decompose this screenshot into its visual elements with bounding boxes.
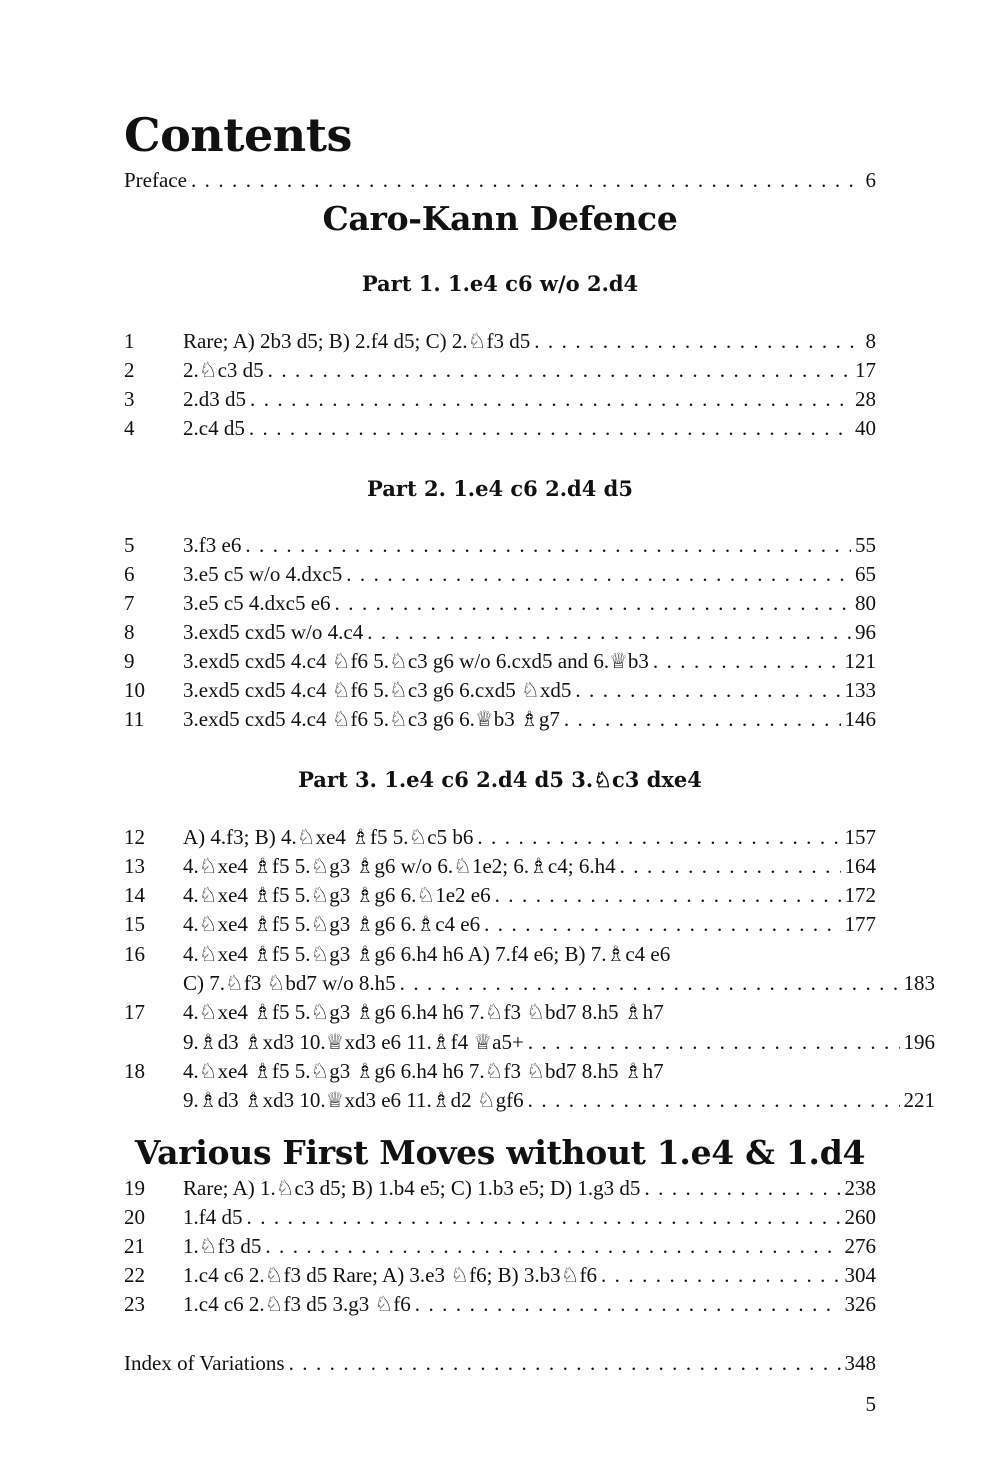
- chapter-title: 4.♘xe4 ♗f5 5.♘g3 ♗g6 6.♗c4 e6: [183, 912, 481, 936]
- chapter-number: 2: [124, 358, 135, 382]
- chapter-page: 164: [844, 854, 876, 878]
- chapter-title: 4.♘xe4 ♗f5 5.♘g3 ♗g6 6.♘1e2 e6: [183, 883, 491, 907]
- leader-dots: [245, 531, 851, 560]
- chapter-title: 3.exd5 cxd5 w/o 4.c4: [183, 620, 364, 644]
- chapter-title: 3.f3 e6: [183, 533, 242, 557]
- entry-label: Preface: [124, 168, 187, 192]
- chapter-title: 1.c4 c6 2.♘f3 d5 Rare; A) 3.e3 ♘f6; B) 3.b3♘f6: [183, 1263, 597, 1287]
- chapter-page: 196: [903, 1030, 935, 1054]
- leader-dots: [367, 618, 851, 647]
- chapter-number: 21: [124, 1234, 145, 1258]
- chapter-page: 172: [844, 883, 876, 907]
- leader-dots: [335, 589, 851, 618]
- chapter-page: 221: [903, 1088, 935, 1112]
- page-title: Contents: [124, 108, 352, 162]
- toc-entry-continuation[interactable]: [124, 1086, 935, 1115]
- chapter-page: 260: [844, 1205, 876, 1229]
- toc-entry[interactable]: [124, 705, 876, 734]
- toc-entry[interactable]: [124, 998, 876, 1027]
- part-heading: Part 1. 1.e4 c6 w/o 2.d4: [361, 271, 639, 296]
- chapter-number: 3: [124, 387, 135, 411]
- chapter-page: 28: [855, 387, 876, 411]
- leader-dots: [644, 1174, 840, 1203]
- toc-entry[interactable]: [124, 589, 876, 618]
- chapter-title-continued: C) 7.♘f3 ♘bd7 w/o 8.h5: [183, 971, 396, 995]
- chapter-page: 177: [844, 912, 876, 936]
- chapter-title: 3.e5 c5 w/o 4.dxc5: [183, 562, 343, 586]
- chapter-page: 157: [844, 825, 876, 849]
- chapter-page: 80: [855, 591, 876, 615]
- chapter-number: 9: [124, 649, 135, 673]
- chapter-number: 15: [124, 912, 145, 936]
- chapter-number: 17: [124, 1000, 145, 1024]
- chapter-number: 1: [124, 329, 135, 353]
- chapter-page: 133: [844, 678, 876, 702]
- toc-entry[interactable]: [124, 852, 876, 881]
- entry-label: Index of Variations: [124, 1351, 285, 1375]
- toc-entry[interactable]: [124, 1261, 876, 1290]
- toc-entry-index[interactable]: [124, 1349, 876, 1378]
- leader-dots: [477, 823, 840, 852]
- toc-entry[interactable]: [124, 531, 876, 560]
- chapter-title: 1.c4 c6 2.♘f3 d5 3.g3 ♘f6: [183, 1292, 411, 1316]
- toc-entry[interactable]: [124, 356, 876, 385]
- chapter-number: 18: [124, 1059, 145, 1083]
- chapter-number: 7: [124, 591, 135, 615]
- toc-entry[interactable]: [124, 1057, 876, 1086]
- toc-entry[interactable]: [124, 676, 876, 705]
- leader-dots: [415, 1290, 841, 1319]
- toc-entry[interactable]: [124, 327, 876, 356]
- page-number: 5: [865, 1392, 876, 1416]
- leader-dots: [528, 1028, 900, 1057]
- toc-entry[interactable]: [124, 910, 876, 939]
- chapter-number: 13: [124, 854, 145, 878]
- chapter-number: 14: [124, 883, 145, 907]
- chapter-title: 4.♘xe4 ♗f5 5.♘g3 ♗g6 6.h4 h6 7.♘f3 ♘bd7 8.h5 ♗h7: [183, 1000, 664, 1024]
- chapter-number: 16: [124, 942, 145, 966]
- chapter-title: 1.♘f3 d5: [183, 1234, 262, 1258]
- leader-dots: [265, 1232, 840, 1261]
- chapter-number: 22: [124, 1263, 145, 1287]
- chapter-number: 11: [124, 707, 145, 731]
- chapter-title: 2.d3 d5: [183, 387, 246, 411]
- chapter-page: 121: [844, 649, 876, 673]
- toc-entry[interactable]: [124, 1290, 876, 1319]
- chapter-page: 146: [844, 707, 876, 731]
- part-heading: Part 2. 1.e4 c6 2.d4 d5: [367, 476, 633, 501]
- toc-entry-preface[interactable]: [124, 166, 876, 195]
- chapter-page: 183: [903, 971, 935, 995]
- chapter-page: 40: [855, 416, 876, 440]
- section-heading-various: Various First Moves without 1.e4 & 1.d4: [134, 1133, 866, 1172]
- chapter-page: 326: [844, 1292, 876, 1316]
- chapter-page: 96: [855, 620, 876, 644]
- chapter-page: 276: [844, 1234, 876, 1258]
- toc-entry[interactable]: [124, 1203, 876, 1232]
- leader-dots: [247, 1203, 841, 1232]
- leader-dots: [620, 852, 841, 881]
- leader-dots: [400, 969, 900, 998]
- toc-entry[interactable]: [124, 1232, 876, 1261]
- chapter-number: 23: [124, 1292, 145, 1316]
- chapter-page: 238: [844, 1176, 876, 1200]
- toc-entry[interactable]: [124, 1174, 876, 1203]
- chapter-number: 10: [124, 678, 145, 702]
- toc-entry[interactable]: [124, 560, 876, 589]
- chapter-number: 20: [124, 1205, 145, 1229]
- leader-dots: [564, 705, 841, 734]
- leader-dots: [191, 166, 862, 195]
- chapter-number: 8: [124, 620, 135, 644]
- toc-entry-continuation[interactable]: [124, 969, 935, 998]
- chapter-title: 1.f4 d5: [183, 1205, 243, 1229]
- chapter-number: 6: [124, 562, 135, 586]
- chapter-number: 12: [124, 825, 145, 849]
- leader-dots: [289, 1349, 841, 1378]
- chapter-title-continued: 9.♗d3 ♗xd3 10.♕xd3 e6 11.♗f4 ♕a5+: [183, 1030, 524, 1054]
- entry-page: 6: [865, 168, 876, 192]
- chapter-title: 3.e5 c5 4.dxc5 e6: [183, 591, 331, 615]
- chapter-title-continued: 9.♗d3 ♗xd3 10.♕xd3 e6 11.♗d2 ♘gf6: [183, 1088, 524, 1112]
- chapter-title: Rare; A) 2b3 d5; B) 2.f4 d5; C) 2.♘f3 d5: [183, 329, 531, 353]
- section-heading-caro-kann: Caro-Kann Defence: [322, 199, 678, 238]
- chapter-title: 4.♘xe4 ♗f5 5.♘g3 ♗g6 6.h4 h6 A) 7.f4 e6; B) 7.♗c4 e6: [183, 942, 671, 966]
- leader-dots: [601, 1261, 841, 1290]
- chapter-number: 19: [124, 1176, 145, 1200]
- chapter-title: 3.exd5 cxd5 4.c4 ♘f6 5.♘c3 g6 w/o 6.cxd5 and 6.♕b3: [183, 649, 649, 673]
- toc-entry[interactable]: [124, 823, 876, 852]
- chapter-title: 2.♘c3 d5: [183, 358, 264, 382]
- leader-dots: [653, 647, 841, 676]
- chapter-title: 3.exd5 cxd5 4.c4 ♘f6 5.♘c3 g6 6.cxd5 ♘xd5: [183, 678, 572, 702]
- chapter-title: Rare; A) 1.♘c3 d5; B) 1.b4 e5; C) 1.b3 e5; D) 1.g3 d5: [183, 1176, 641, 1200]
- toc-entry[interactable]: [124, 385, 876, 414]
- toc-entry[interactable]: [124, 414, 876, 443]
- toc-entry-continuation[interactable]: [124, 1028, 935, 1057]
- leader-dots: [495, 881, 841, 910]
- leader-dots: [534, 327, 861, 356]
- toc-entry[interactable]: [124, 618, 876, 647]
- toc-entry[interactable]: [124, 881, 876, 910]
- chapter-page: 55: [855, 533, 876, 557]
- chapter-page: 8: [865, 329, 876, 353]
- chapter-page: 17: [855, 358, 876, 382]
- leader-dots: [528, 1086, 900, 1115]
- leader-dots: [268, 356, 851, 385]
- part-heading: Part 3. 1.e4 c6 2.d4 d5 3.♘c3 dxe4: [298, 767, 702, 792]
- toc-entry[interactable]: [124, 647, 876, 676]
- chapter-number: 4: [124, 416, 135, 440]
- chapter-title: 4.♘xe4 ♗f5 5.♘g3 ♗g6 w/o 6.♘1e2; 6.♗c4; 6.h4: [183, 854, 616, 878]
- leader-dots: [575, 676, 840, 705]
- chapter-title: 3.exd5 cxd5 4.c4 ♘f6 5.♘c3 g6 6.♕b3 ♗g7: [183, 707, 560, 731]
- toc-entry[interactable]: [124, 940, 876, 969]
- leader-dots: [250, 385, 851, 414]
- leader-dots: [484, 910, 840, 939]
- chapter-title: 4.♘xe4 ♗f5 5.♘g3 ♗g6 6.h4 h6 7.♘f3 ♘bd7 8.h5 ♗h7: [183, 1059, 664, 1083]
- leader-dots: [249, 414, 851, 443]
- chapter-number: 5: [124, 533, 135, 557]
- chapter-page: 304: [844, 1263, 876, 1287]
- chapter-page: 65: [855, 562, 876, 586]
- chapter-title: A) 4.f3; B) 4.♘xe4 ♗f5 5.♘c5 b6: [183, 825, 474, 849]
- leader-dots: [346, 560, 851, 589]
- entry-page: 348: [844, 1351, 876, 1375]
- chapter-title: 2.c4 d5: [183, 416, 245, 440]
